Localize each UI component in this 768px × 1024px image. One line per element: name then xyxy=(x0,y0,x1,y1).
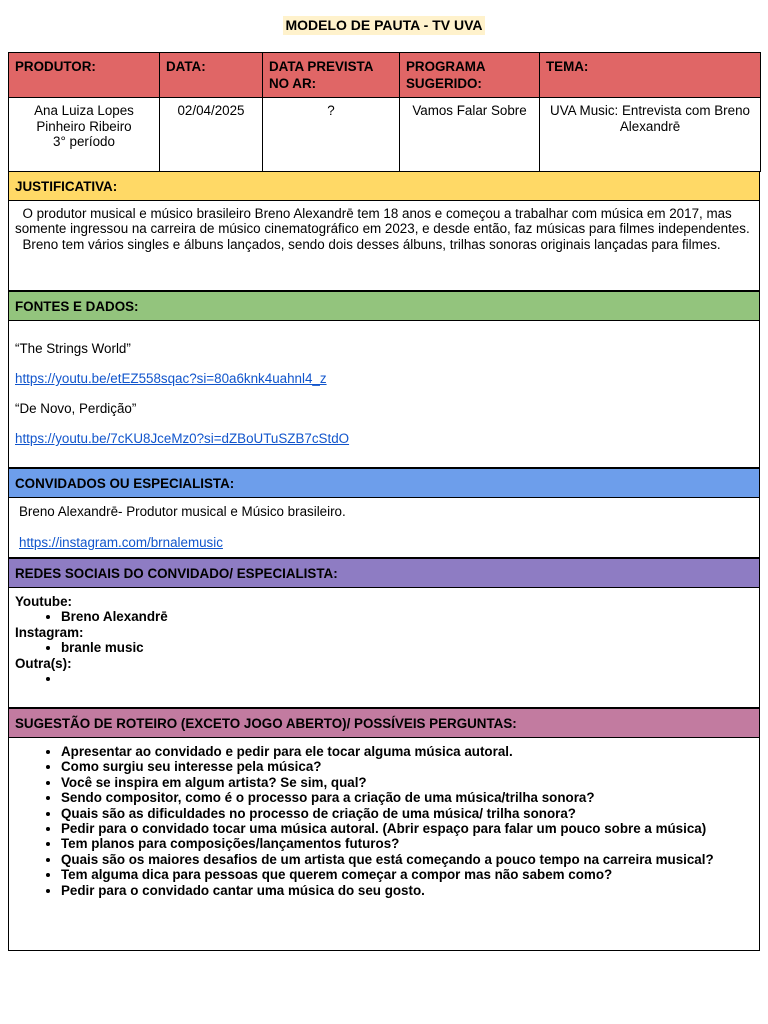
pauta-document xyxy=(8,52,760,951)
data-prevista-value: ? xyxy=(263,98,400,172)
justificativa-section xyxy=(8,172,760,291)
convidado-instagram-link[interactable]: https://instagram.com/brnalemusic xyxy=(19,535,223,550)
fontes-header: FONTES E DADOS: xyxy=(9,291,759,321)
roteiro-item: • Pedir para o convidado cantar uma música do seu gosto. xyxy=(61,883,753,898)
redes-section xyxy=(8,558,760,708)
programa-value: Vamos Falar Sobre xyxy=(400,98,540,172)
outras-list xyxy=(15,671,753,686)
fonte-link-1[interactable]: https://youtu.be/etEZ558sqac?si=80a6knk4uahnl4_z xyxy=(15,371,327,386)
outras-item xyxy=(61,671,753,686)
justificativa-paragraph-1: O produtor musical e músico brasileiro Breno Alexandrē tem 18 anos e começou a trabalhar com música em 2017, mas somente ingressou na carreira de músico cinematográfico em 2023, e desde então, faz músicas para filmes independentes. xyxy=(15,206,750,237)
roteiro-item: • Tem alguma dica para pessoas que querem começar a compor mas não sabem como? xyxy=(61,867,753,882)
fontes-section xyxy=(8,291,760,468)
produtor-period: 3° período xyxy=(53,134,115,149)
convidados-header: CONVIDADOS OU ESPECIALISTA: xyxy=(9,468,759,498)
tema-value: UVA Music: Entrevista com Breno Alexandrē xyxy=(540,98,761,172)
tema-header: TEMA: xyxy=(540,53,761,98)
roteiro-list xyxy=(15,744,753,898)
data-header: DATA: xyxy=(160,53,263,98)
header-row xyxy=(9,53,761,98)
programa-header: PROGRAMA SUGERIDO: xyxy=(400,53,540,98)
roteiro-item: • Você se inspira em algum artista? Se sim, qual? xyxy=(61,775,753,790)
fontes-body xyxy=(9,321,759,467)
fonte-title-1: “The Strings World” xyxy=(15,341,131,356)
header-table xyxy=(8,52,761,172)
fonte-title-2: “De Novo, Perdição” xyxy=(15,401,137,416)
convidados-body xyxy=(9,498,759,557)
data-value: 02/04/2025 xyxy=(160,98,263,172)
roteiro-section xyxy=(8,708,760,951)
roteiro-header: SUGESTÃO DE ROTEIRO (EXCETO JOGO ABERTO)/ POSSÍVEIS PERGUNTAS: xyxy=(9,708,759,738)
youtube-item: • Breno Alexandrē xyxy=(61,609,753,624)
produtor-name-line1: Ana Luiza Lopes xyxy=(34,103,134,118)
roteiro-body xyxy=(9,738,759,950)
produtor-header: PRODUTOR: xyxy=(9,53,160,98)
youtube-label: Youtube: xyxy=(15,594,73,609)
roteiro-item: • Quais são as dificuldades no processo de criação de uma música/ trilha sonora? xyxy=(61,806,753,821)
data-prevista-header: DATA PREVISTA NO AR: xyxy=(263,53,400,98)
redes-header: REDES SOCIAIS DO CONVIDADO/ ESPECIALISTA: xyxy=(9,558,759,588)
roteiro-item: • Tem planos para composições/lançamentos futuros? xyxy=(61,836,753,851)
justificativa-body xyxy=(9,201,759,290)
roteiro-item: • Sendo compositor, como é o processo para a criação de uma música/trilha sonora? xyxy=(61,790,753,805)
value-row xyxy=(9,98,761,172)
instagram-item: • branle music xyxy=(61,640,753,655)
produtor-value xyxy=(9,98,160,172)
fonte-link-2[interactable]: https://youtu.be/7cKU8JceMz0?si=dZBoUTuSZB7cStdO xyxy=(15,431,350,446)
instagram-list xyxy=(15,640,753,655)
produtor-name-line2: Pinheiro Ribeiro xyxy=(36,118,132,134)
convidados-section xyxy=(8,468,760,558)
redes-body xyxy=(9,588,759,707)
instagram-label: Instagram: xyxy=(15,624,84,640)
roteiro-item: • Apresentar ao convidado e pedir para ele tocar alguma música autoral. xyxy=(61,744,753,759)
justificativa-paragraph-2: Breno tem vários singles e álbuns lançados, sendo dois desses álbuns, trilhas sonoras originais lançadas para filmes. xyxy=(15,236,721,252)
justificativa-header: JUSTIFICATIVA: xyxy=(9,172,759,201)
roteiro-item: • Pedir para o convidado tocar uma música autoral. (Abrir espaço para falar um pouco sobre a música) xyxy=(61,821,753,836)
youtube-list xyxy=(15,609,753,624)
outras-label: Outra(s): xyxy=(15,655,72,671)
document-title: MODELO DE PAUTA - TV UVA xyxy=(285,17,483,33)
convidado-description: Breno Alexandrē- Produtor musical e Músico brasileiro. xyxy=(19,504,346,519)
roteiro-item: • Como surgiu seu interesse pela música? xyxy=(61,759,753,774)
roteiro-item: • Quais são os maiores desafios de um artista que está começando a pouco tempo na carreira musical? xyxy=(61,852,753,867)
